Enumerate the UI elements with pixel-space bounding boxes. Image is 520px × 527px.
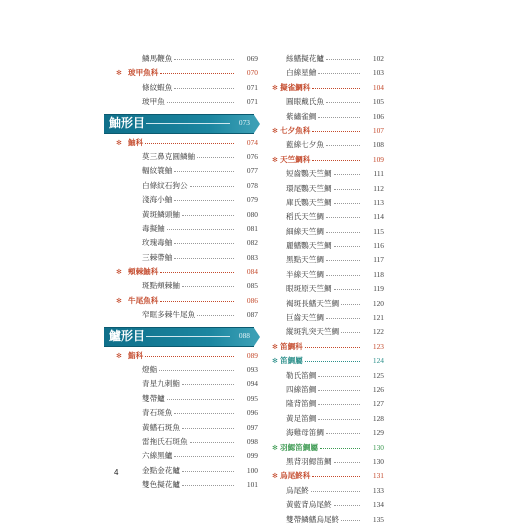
dot-leader xyxy=(197,315,234,316)
dot-leader xyxy=(182,428,234,429)
dot-leader xyxy=(326,232,360,233)
family-page-number: 074 xyxy=(246,137,258,147)
species-page-number: 076 xyxy=(246,151,258,161)
toc-family-entry[interactable] xyxy=(108,136,258,150)
species-page-number: 133 xyxy=(372,485,384,495)
species-page-number: 134 xyxy=(372,500,384,510)
dot-leader xyxy=(334,505,360,506)
species-name: 環尾鸚天竺鯛 xyxy=(286,183,332,193)
species-page-number: 135 xyxy=(372,514,384,524)
toc-species-entry[interactable] xyxy=(272,268,384,282)
toc-species-entry[interactable] xyxy=(272,210,384,224)
dot-leader xyxy=(318,390,360,391)
family-page-number: 130 xyxy=(372,442,384,452)
dot-leader xyxy=(318,73,360,74)
species-name: 褐斑長鰭天竺鯛 xyxy=(286,298,340,308)
species-name: 燈鮨 xyxy=(142,365,158,375)
toc-species-entry[interactable] xyxy=(108,236,258,250)
species-name: 莫三鼻克圓鱗鮋 xyxy=(142,151,196,161)
toc-species-entry[interactable] xyxy=(272,282,384,296)
family-page-number: 131 xyxy=(372,471,384,481)
dot-leader xyxy=(190,186,234,187)
species-name: 玻甲魚 xyxy=(142,97,165,107)
dot-leader xyxy=(341,520,360,521)
dot-leader xyxy=(145,143,234,144)
toc-column-right xyxy=(272,52,384,527)
toc-species-entry[interactable] xyxy=(108,406,258,420)
order-page-number: 073 xyxy=(238,117,250,127)
species-page-number: 081 xyxy=(246,223,258,233)
species-name: 稻氏天竺鯛 xyxy=(286,212,324,222)
species-page-number: 118 xyxy=(373,269,384,279)
species-page-number: 101 xyxy=(246,480,258,490)
species-page-number: 087 xyxy=(246,310,258,320)
species-name: 輻紋簑鮋 xyxy=(142,166,173,176)
dot-leader xyxy=(318,419,360,420)
toc-species-entry[interactable] xyxy=(108,150,258,164)
toc-species-entry[interactable] xyxy=(272,513,384,527)
species-page-number: 098 xyxy=(246,436,258,446)
family-name: 羽鰓笛鯛屬 xyxy=(280,442,318,452)
toc-species-entry[interactable] xyxy=(272,52,384,66)
species-page-number: 112 xyxy=(373,183,384,193)
species-name: 鱗馬鞭魚 xyxy=(142,54,173,63)
species-name: 紫繡雀鯛 xyxy=(286,111,317,121)
species-page-number: 100 xyxy=(246,465,258,475)
order-title: 鱸形目 xyxy=(109,328,146,343)
toc-family-entry[interactable] xyxy=(272,81,384,95)
dot-leader xyxy=(326,59,360,60)
toc-family-entry[interactable] xyxy=(108,66,258,80)
species-page-number: 116 xyxy=(373,241,384,251)
species-name: 毒擬鮋 xyxy=(142,223,165,233)
toc-family-entry[interactable] xyxy=(272,124,384,138)
dot-leader xyxy=(312,131,360,132)
toc-species-entry[interactable] xyxy=(108,81,258,95)
species-page-number: 121 xyxy=(372,313,384,323)
dot-leader xyxy=(320,448,360,449)
family-page-number: 084 xyxy=(246,267,258,277)
dot-leader xyxy=(160,272,234,273)
toc-species-entry[interactable] xyxy=(108,164,258,178)
species-page-number: 117 xyxy=(373,255,384,265)
toc-order-header[interactable] xyxy=(104,327,260,345)
dot-leader xyxy=(182,485,234,486)
species-page-number: 102 xyxy=(372,54,384,63)
species-name: 細線天竺鯛 xyxy=(286,226,324,236)
toc-species-entry[interactable] xyxy=(272,182,384,196)
species-page-number: 085 xyxy=(246,281,258,291)
dot-leader xyxy=(174,258,234,259)
species-name: 雙色擬花鱸 xyxy=(142,480,180,490)
family-bullet-icon: ✻ xyxy=(272,126,278,135)
species-page-number: 128 xyxy=(372,413,384,423)
family-bullet-icon: ✻ xyxy=(116,268,122,277)
dot-leader xyxy=(341,304,360,305)
species-name: 青星九刺鮨 xyxy=(142,379,180,389)
dot-leader xyxy=(174,171,234,172)
dot-leader xyxy=(326,217,360,218)
dot-leader xyxy=(341,332,360,333)
species-name: 三棘帶鮋 xyxy=(142,252,173,262)
species-name: 雙帶鱗鰭烏尾鮗 xyxy=(286,514,340,524)
species-page-number: 103 xyxy=(372,68,384,78)
species-name: 六線黑鱸 xyxy=(142,451,173,461)
toc-species-entry[interactable] xyxy=(272,253,384,267)
dot-leader xyxy=(326,145,360,146)
toc-order-header[interactable] xyxy=(104,114,260,132)
dot-leader xyxy=(174,243,234,244)
species-page-number: 095 xyxy=(246,393,258,403)
dot-leader xyxy=(145,356,234,357)
dot-leader xyxy=(182,384,234,385)
species-name: 金點金花鱸 xyxy=(142,465,180,475)
dot-leader xyxy=(326,318,360,319)
family-bullet-icon: ✻ xyxy=(272,472,278,481)
toc-family-entry[interactable] xyxy=(272,153,384,167)
species-page-number: 077 xyxy=(246,166,258,176)
species-name: 條紋蝦魚 xyxy=(142,82,173,92)
species-page-number: 114 xyxy=(373,212,384,222)
dot-leader xyxy=(182,215,234,216)
species-name: 黃斑鱗頭鮋 xyxy=(142,209,180,219)
dot-leader xyxy=(312,88,360,89)
species-name: 縱斑乳突天竺鯛 xyxy=(286,327,340,337)
family-page-number: 124 xyxy=(372,356,384,366)
family-name: 擬雀鯛科 xyxy=(280,82,311,92)
dot-leader xyxy=(159,370,234,371)
order-title: 鮋形目 xyxy=(109,115,146,130)
toc-species-entry[interactable] xyxy=(272,297,384,311)
toc-species-entry[interactable] xyxy=(108,279,258,293)
family-page-number: 123 xyxy=(372,341,384,351)
species-name: 黑背羽鰓笛鯛 xyxy=(286,456,332,466)
species-name: 雷拖氏石斑魚 xyxy=(142,436,188,446)
species-name: 窄眶多棘牛尾魚 xyxy=(142,310,196,320)
species-page-number: 080 xyxy=(246,209,258,219)
toc-species-entry[interactable] xyxy=(272,412,384,426)
species-name: 黃鰭石斑魚 xyxy=(142,422,180,432)
dot-leader xyxy=(326,102,360,103)
toc-species-entry[interactable] xyxy=(272,196,384,210)
family-bullet-icon: ✻ xyxy=(116,138,122,147)
family-page-number: 109 xyxy=(372,154,384,164)
family-page-number: 086 xyxy=(246,295,258,305)
family-bullet-icon: ✻ xyxy=(116,351,122,360)
toc-species-entry[interactable] xyxy=(108,435,258,449)
species-page-number: 127 xyxy=(372,399,384,409)
species-page-number: 119 xyxy=(373,284,384,294)
species-name: 圓眼戴氏魚 xyxy=(286,97,324,107)
toc-species-entry[interactable] xyxy=(272,110,384,124)
order-page-number: 088 xyxy=(238,330,250,340)
toc-species-entry[interactable] xyxy=(108,251,258,265)
family-bullet-icon: ✻ xyxy=(272,342,278,351)
dot-leader xyxy=(167,399,234,400)
species-page-number: 078 xyxy=(246,180,258,190)
species-page-number: 093 xyxy=(246,365,258,375)
toc-family-entry[interactable] xyxy=(108,349,258,363)
family-name: 頰棘鮋科 xyxy=(128,267,159,277)
toc-family-entry[interactable] xyxy=(272,340,384,354)
toc-family-entry[interactable] xyxy=(108,265,258,279)
species-name: 隆背笛鯛 xyxy=(286,399,317,409)
toc-species-entry[interactable] xyxy=(108,95,258,109)
family-name: 笛鯛屬 xyxy=(280,356,303,366)
species-page-number: 125 xyxy=(372,370,384,380)
family-name: 笛鯛科 xyxy=(280,341,303,351)
toc-species-entry[interactable] xyxy=(272,426,384,440)
species-name: 斑點頰棘鮋 xyxy=(142,281,180,291)
species-page-number: 099 xyxy=(246,451,258,461)
toc-species-entry[interactable] xyxy=(272,484,384,498)
toc-species-entry[interactable] xyxy=(272,311,384,325)
species-name: 海雞母笛鯛 xyxy=(286,428,324,438)
species-name: 麗鰭鸚天竺鯛 xyxy=(286,241,332,251)
toc-species-entry[interactable] xyxy=(272,455,384,469)
species-page-number: 113 xyxy=(373,197,384,207)
dot-leader xyxy=(318,117,360,118)
species-name: 勒氏笛鯛 xyxy=(286,370,317,380)
toc-species-entry[interactable] xyxy=(108,449,258,463)
order-header-rule xyxy=(146,123,230,124)
species-page-number: 069 xyxy=(246,54,258,63)
species-page-number: 122 xyxy=(372,327,384,337)
toc-species-entry[interactable] xyxy=(272,383,384,397)
family-page-number: 070 xyxy=(246,68,258,78)
species-page-number: 115 xyxy=(373,226,384,236)
family-name: 七夕魚科 xyxy=(280,125,311,135)
toc-species-entry[interactable] xyxy=(108,392,258,406)
species-page-number: 079 xyxy=(246,195,258,205)
family-name: 烏尾鮗科 xyxy=(280,471,311,481)
toc-species-entry[interactable] xyxy=(108,179,258,193)
species-page-number: 111 xyxy=(373,169,384,179)
species-name: 黃藍背烏尾鮗 xyxy=(286,500,332,510)
species-page-number: 126 xyxy=(372,384,384,394)
dot-leader xyxy=(174,88,234,89)
species-name: 庫氏鸚天竺鯛 xyxy=(286,197,332,207)
dot-leader xyxy=(334,246,360,247)
species-name: 玫瑰毒鮋 xyxy=(142,238,173,248)
species-name: 烏尾鮗 xyxy=(286,485,309,495)
dot-leader xyxy=(326,275,360,276)
dot-leader xyxy=(311,491,360,492)
toc-family-entry[interactable] xyxy=(108,294,258,308)
family-bullet-icon: ✻ xyxy=(116,296,122,305)
dot-leader xyxy=(318,376,360,377)
family-page-number: 104 xyxy=(372,82,384,92)
dot-leader xyxy=(182,471,234,472)
dot-leader xyxy=(190,442,234,443)
page-number: 4 xyxy=(114,468,119,477)
species-name: 絲鰭擬花鱸 xyxy=(286,54,324,63)
family-bullet-icon: ✻ xyxy=(272,83,278,92)
species-name: 黑點天竺鯛 xyxy=(286,255,324,265)
family-name: 牛尾魚科 xyxy=(128,295,159,305)
family-name: 玻甲魚科 xyxy=(128,68,159,78)
toc-species-entry[interactable] xyxy=(108,377,258,391)
species-name: 白條紋石狗公 xyxy=(142,180,188,190)
species-name: 青石斑魚 xyxy=(142,408,173,418)
species-page-number: 106 xyxy=(372,111,384,121)
dot-leader xyxy=(326,433,360,434)
family-name: 鮋科 xyxy=(128,137,144,147)
toc-species-entry[interactable] xyxy=(108,208,258,222)
toc-species-entry[interactable] xyxy=(108,478,258,492)
species-name: 白線星鱠 xyxy=(286,68,317,78)
species-page-number: 130 xyxy=(372,456,384,466)
species-name: 半線天竺鯛 xyxy=(286,269,324,279)
family-bullet-icon: ✻ xyxy=(272,357,278,366)
dot-leader xyxy=(326,260,360,261)
species-name: 巨齒天竺鯛 xyxy=(286,313,324,323)
toc-species-entry[interactable] xyxy=(108,52,258,66)
toc-species-entry[interactable] xyxy=(108,363,258,377)
species-name: 雙帶鱸 xyxy=(142,393,165,403)
dot-leader xyxy=(197,157,234,158)
toc-species-entry[interactable] xyxy=(108,308,258,322)
family-page-number: 089 xyxy=(246,350,258,360)
dot-leader xyxy=(167,102,234,103)
family-bullet-icon: ✻ xyxy=(116,69,122,78)
species-page-number: 083 xyxy=(246,252,258,262)
toc-species-entry[interactable] xyxy=(272,397,384,411)
dot-leader xyxy=(334,203,360,204)
dot-leader xyxy=(174,456,234,457)
toc-family-entry[interactable] xyxy=(272,469,384,483)
dot-leader xyxy=(318,404,360,405)
species-name: 短齒鸚天竺鯛 xyxy=(286,169,332,179)
dot-leader xyxy=(305,347,360,348)
toc-family-entry[interactable] xyxy=(272,354,384,368)
family-bullet-icon: ✻ xyxy=(272,443,278,452)
species-page-number: 082 xyxy=(246,238,258,248)
dot-leader xyxy=(174,200,234,201)
family-name: 天竺鯛科 xyxy=(280,154,311,164)
order-header-rule xyxy=(146,336,230,337)
toc-species-entry[interactable] xyxy=(272,95,384,109)
toc-species-entry[interactable] xyxy=(272,138,384,152)
toc-family-entry[interactable] xyxy=(272,441,384,455)
toc-species-entry[interactable] xyxy=(108,193,258,207)
toc-species-entry[interactable] xyxy=(272,225,384,239)
dot-leader xyxy=(182,286,234,287)
species-page-number: 097 xyxy=(246,422,258,432)
species-page-number: 129 xyxy=(372,428,384,438)
dot-leader xyxy=(334,189,360,190)
family-bullet-icon: ✻ xyxy=(272,155,278,164)
species-name: 黃足笛鯛 xyxy=(286,413,317,423)
toc-species-entry[interactable] xyxy=(272,239,384,253)
toc-column-left xyxy=(108,52,258,493)
dot-leader xyxy=(160,73,234,74)
dot-leader xyxy=(167,229,234,230)
toc-species-entry[interactable] xyxy=(272,369,384,383)
species-page-number: 108 xyxy=(372,140,384,150)
species-name: 藍線七夕魚 xyxy=(286,140,324,150)
dot-leader xyxy=(334,174,360,175)
species-page-number: 096 xyxy=(246,408,258,418)
toc-species-entry[interactable] xyxy=(272,325,384,339)
species-page-number: 071 xyxy=(246,97,258,107)
dot-leader xyxy=(312,160,360,161)
dot-leader xyxy=(334,289,360,290)
dot-leader xyxy=(174,413,234,414)
species-page-number: 094 xyxy=(246,379,258,389)
species-name: 淺海小鮋 xyxy=(142,195,173,205)
toc-species-entry[interactable] xyxy=(272,66,384,80)
dot-leader xyxy=(334,462,360,463)
species-name: 四線笛鯛 xyxy=(286,384,317,394)
species-page-number: 105 xyxy=(372,97,384,107)
family-page-number: 107 xyxy=(372,125,384,135)
dot-leader xyxy=(160,301,234,302)
species-page-number: 120 xyxy=(372,298,384,308)
species-name: 眼斑原天竺鯛 xyxy=(286,284,332,294)
toc-species-entry[interactable] xyxy=(108,222,258,236)
toc-species-entry[interactable] xyxy=(108,464,258,478)
dot-leader xyxy=(312,476,360,477)
dot-leader xyxy=(305,361,360,362)
dot-leader xyxy=(174,59,234,60)
toc-species-entry[interactable] xyxy=(272,167,384,181)
toc-species-entry[interactable] xyxy=(272,498,384,512)
species-page-number: 071 xyxy=(246,82,258,92)
family-name: 鮨科 xyxy=(128,350,144,360)
toc-species-entry[interactable] xyxy=(108,421,258,435)
